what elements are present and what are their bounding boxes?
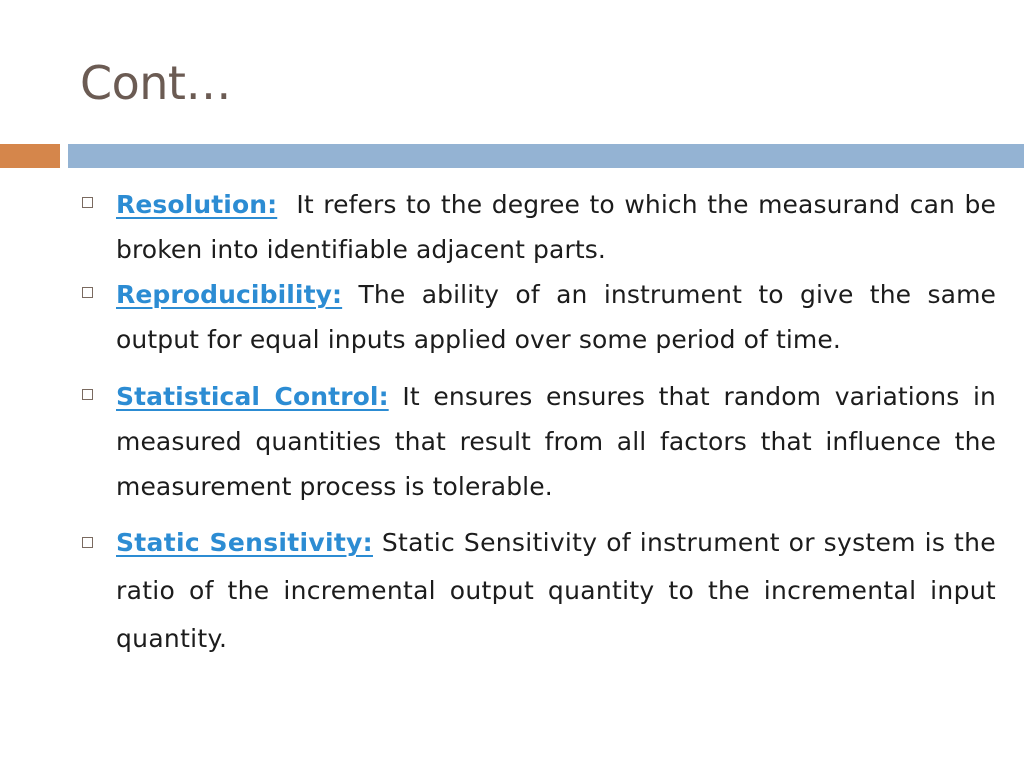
term-resolution: Resolution: xyxy=(116,190,278,219)
bullet-statistical-control xyxy=(82,374,996,509)
definition-resolution: It refers to the degree to which the measurand can be broken into identifiable adjacent parts. xyxy=(116,190,997,264)
bullet-resolution xyxy=(82,182,996,272)
bullet-list xyxy=(82,182,996,663)
definition-static-sensitivity: Static Sensitivity of instrument or system is the ratio of the incremental output quantity to the incremental input quantity. xyxy=(116,528,996,653)
term-reproducibility: Reproducibility: xyxy=(116,280,343,309)
square-bullet-icon xyxy=(82,389,93,400)
slide-title: Cont… xyxy=(80,56,231,110)
header-divider-bar xyxy=(68,144,1024,168)
bullet-reproducibility xyxy=(82,272,996,362)
term-statistical-control: Statistical Control: xyxy=(116,382,389,411)
square-bullet-icon xyxy=(82,197,93,208)
definition-statistical-control: It ensures ensures that random variations in measured quantities that result from all factors that influence the measurement process is tolerable. xyxy=(116,382,996,501)
accent-bar xyxy=(0,144,60,168)
term-static-sensitivity: Static Sensitivity: xyxy=(116,528,373,557)
square-bullet-icon xyxy=(82,287,93,298)
bullet-static-sensitivity xyxy=(82,519,996,663)
definition-reproducibility: The ability of an instrument to give the same output for equal inputs applied over some period of time. xyxy=(116,280,996,354)
square-bullet-icon xyxy=(82,537,93,548)
